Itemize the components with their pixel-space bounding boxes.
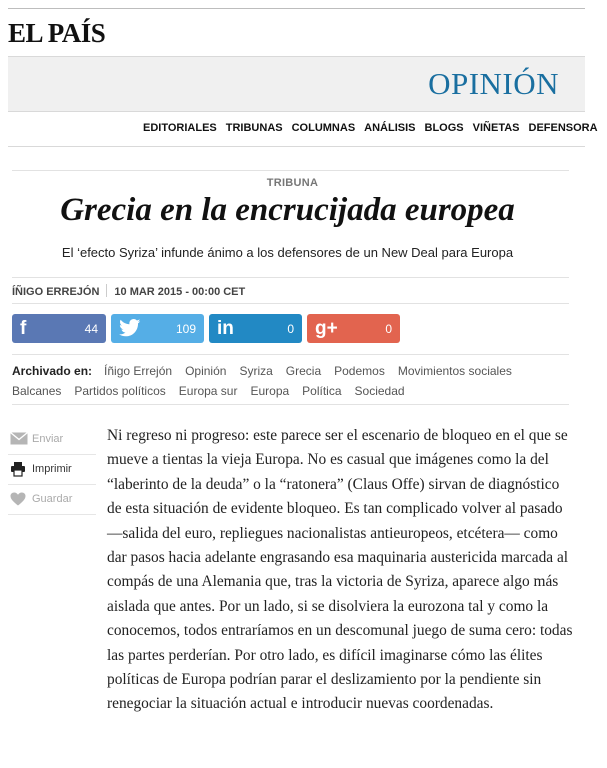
- archive-divider-bottom: [12, 404, 569, 405]
- heart-icon: [10, 492, 28, 506]
- facebook-share-button[interactable]: [12, 314, 106, 343]
- googleplus-icon: g+: [315, 318, 338, 339]
- section-nav: [143, 122, 607, 134]
- article-title: Grecia en la encrucijada europea: [60, 192, 515, 228]
- byline-divider-top: [12, 277, 569, 278]
- archive-label: Archivado en:: [12, 364, 93, 378]
- nav-defensora[interactable]: DEFENSORA: [528, 122, 598, 134]
- print-button[interactable]: [8, 455, 96, 485]
- archive-divider-top: [12, 354, 569, 355]
- headline-divider: [12, 170, 569, 171]
- tag-link[interactable]: Podemos: [334, 364, 385, 378]
- byline-separator: [106, 284, 107, 297]
- printer-icon: [10, 462, 28, 476]
- send-button[interactable]: [8, 425, 96, 455]
- tag-link[interactable]: Movimientos sociales: [397, 364, 512, 378]
- tag-link[interactable]: Sociedad: [354, 384, 405, 398]
- archived-tags: [12, 361, 572, 401]
- nav-columnas[interactable]: COLUMNAS: [291, 122, 356, 134]
- nav-editoriales[interactable]: EDITORIALES: [143, 122, 217, 134]
- tag-link[interactable]: Política: [302, 384, 342, 398]
- facebook-icon: f: [20, 318, 27, 339]
- facebook-share-count: 44: [84, 322, 98, 336]
- linkedin-icon: in: [217, 318, 234, 339]
- section-header: [8, 56, 585, 112]
- article-tools: [8, 425, 96, 515]
- linkedin-share-button[interactable]: [209, 314, 302, 343]
- save-button[interactable]: [8, 485, 96, 515]
- top-rule: [8, 8, 585, 9]
- twitter-share-button[interactable]: [111, 314, 204, 343]
- article-kicker[interactable]: TRIBUNA: [266, 177, 319, 189]
- nav-analisis[interactable]: ANÁLISIS: [364, 122, 416, 134]
- googleplus-share-button[interactable]: [307, 314, 400, 343]
- byline: [12, 284, 245, 298]
- tag-link[interactable]: Íñigo Errejón: [104, 364, 173, 378]
- el-pais-logo[interactable]: EL PAÍS: [8, 18, 106, 48]
- tag-link[interactable]: Partidos políticos: [74, 384, 166, 398]
- twitter-bird-icon: [119, 318, 141, 342]
- googleplus-share-count: 0: [385, 322, 392, 336]
- nav-divider: [8, 146, 585, 147]
- tag-link[interactable]: Balcanes: [12, 384, 62, 398]
- article-body: Ni regreso ni progreso: este parece ser el escenario de bloqueo en el que se mueve a tientas la vieja Europa. No es casual que imágenes como la del “laberinto de la deuda” o la “ratonera” (Claus Offe) sirvan de diagnóstico de esta situación de evidente bloqueo. Es tan complicado volver al pasado —salida del euro, repliegues nacionalistas antieuropeos, etcétera— como dar pasos hacia adelante engrasando esa maquinaria austericida marcada al compás de una Alemania que, tras la victoria de Syriza, aparece algo más aislada que antes. Por un lado, si se disolviera la eurozona tal y como la conocemos, todos entraríamos en un descomunal juego de suma cero: todas las partes perderían. Por otro lado, es difícil imaginarse cómo las élites políticas de Europa podrían parar el deslizamiento por la pendiente sin renegociar la situación actual e introducir nuevas coordenadas.: [107, 427, 573, 713]
- linkedin-share-count: 0: [287, 322, 294, 336]
- byline-divider-bottom: [12, 303, 569, 304]
- tag-link[interactable]: Syriza: [239, 364, 273, 378]
- nav-tribunas[interactable]: TRIBUNAS: [225, 122, 283, 134]
- tag-link[interactable]: Europa: [250, 384, 290, 398]
- print-label: Imprimir: [32, 463, 72, 475]
- envelope-icon: [10, 432, 28, 446]
- article-subtitle: El ‘efecto Syriza’ infunde ánimo a los defensores de un New Deal para Europa: [61, 245, 514, 260]
- tag-link[interactable]: Grecia: [285, 364, 322, 378]
- tag-link[interactable]: Europa sur: [178, 384, 238, 398]
- tag-link[interactable]: Opinión: [185, 364, 227, 378]
- section-title[interactable]: OPINIÓN: [428, 66, 559, 101]
- author-link[interactable]: ÍÑIGO ERREJÓN: [12, 286, 100, 298]
- publish-date: 10 MAR 2015 - 00:00 CET: [114, 286, 246, 298]
- twitter-share-count: 109: [175, 322, 196, 336]
- send-label: Enviar: [32, 433, 64, 445]
- save-label: Guardar: [32, 493, 73, 505]
- nav-blogs[interactable]: BLOGS: [424, 122, 464, 134]
- nav-vinetas[interactable]: VIÑETAS: [472, 122, 520, 134]
